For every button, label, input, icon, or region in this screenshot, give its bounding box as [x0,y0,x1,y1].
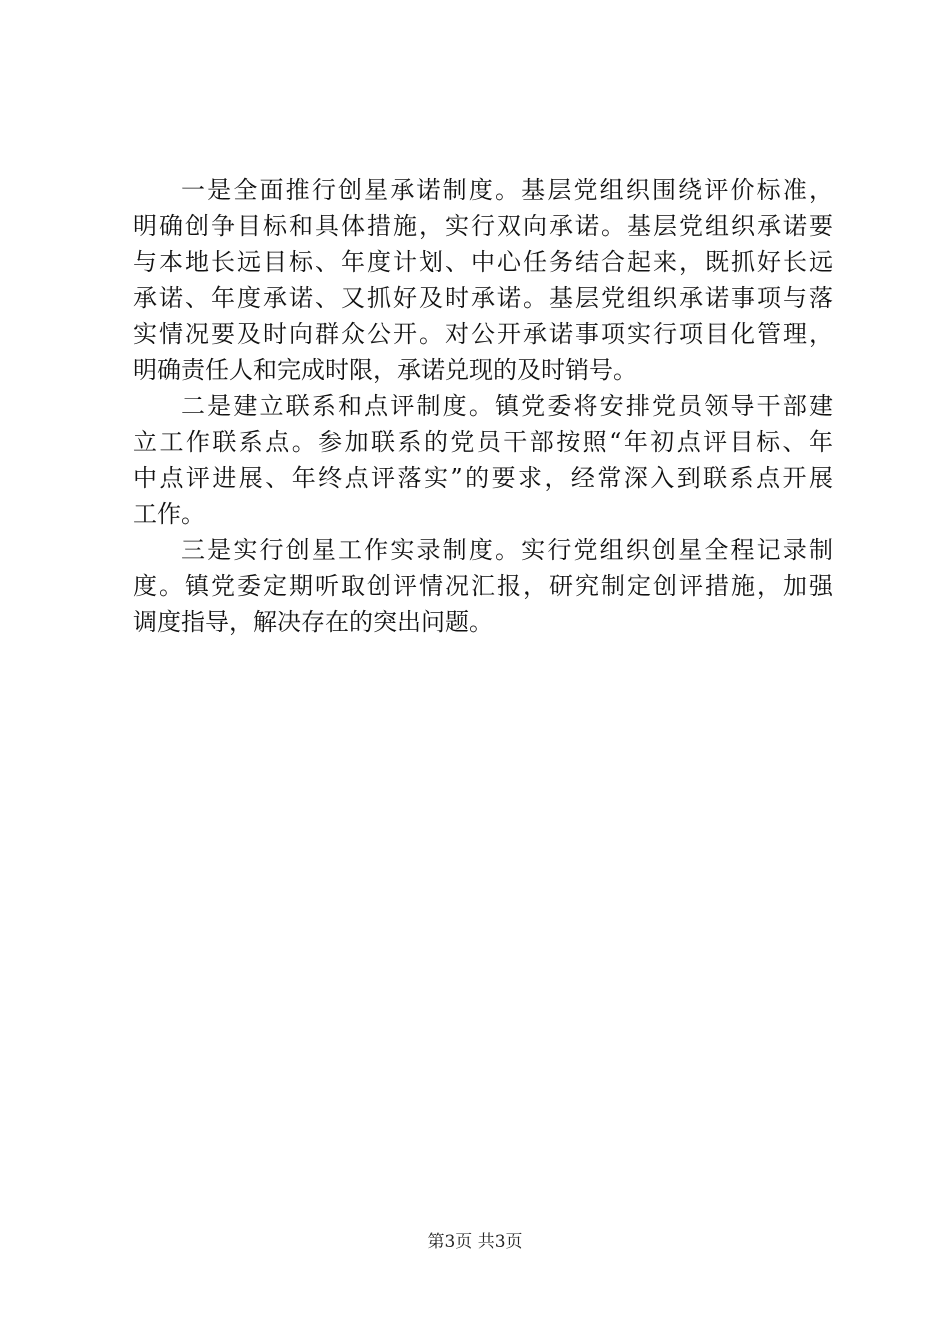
paragraph-line: 三是实行创星工作实录制度。实行党组织创星全程记录制 [181,536,833,564]
paragraph-3 [133,532,833,640]
paragraph-line: 调度指导，解决存在的突出问题。 [133,608,493,636]
paragraph-line: 与本地长远目标、年度计划、中心任务结合起来，既抓好长远 [133,248,833,276]
paragraph-2 [133,388,833,532]
paragraph-line: 实情况要及时向群众公开。对公开承诺事项实行项目化管理， [133,320,833,348]
paragraph-line: 一是全面推行创星承诺制度。基层党组织围绕评价标准， [181,176,833,204]
page-number-footer: 第3页 共3页 [427,1232,523,1252]
paragraph-line: 工作。 [133,500,205,528]
paragraph-line: 立工作联系点。参加联系的党员干部按照“年初点评目标、年 [133,428,833,456]
paragraph-line: 二是建立联系和点评制度。镇党委将安排党员领导干部建 [181,392,833,420]
paragraph-line: 中点评进展、年终点评落实”的要求，经常深入到联系点开展 [133,464,833,492]
paragraph-line: 度。镇党委定期听取创评情况汇报，研究制定创评措施，加强 [133,572,833,600]
document-body [133,172,833,640]
paragraph-line: 明确创争目标和具体措施，实行双向承诺。基层党组织承诺要 [133,212,833,240]
paragraph-line: 承诺、年度承诺、又抓好及时承诺。基层党组织承诺事项与落 [133,284,833,312]
paragraph-1 [133,172,833,388]
paragraph-line: 明确责任人和完成时限，承诺兑现的及时销号。 [133,356,637,384]
